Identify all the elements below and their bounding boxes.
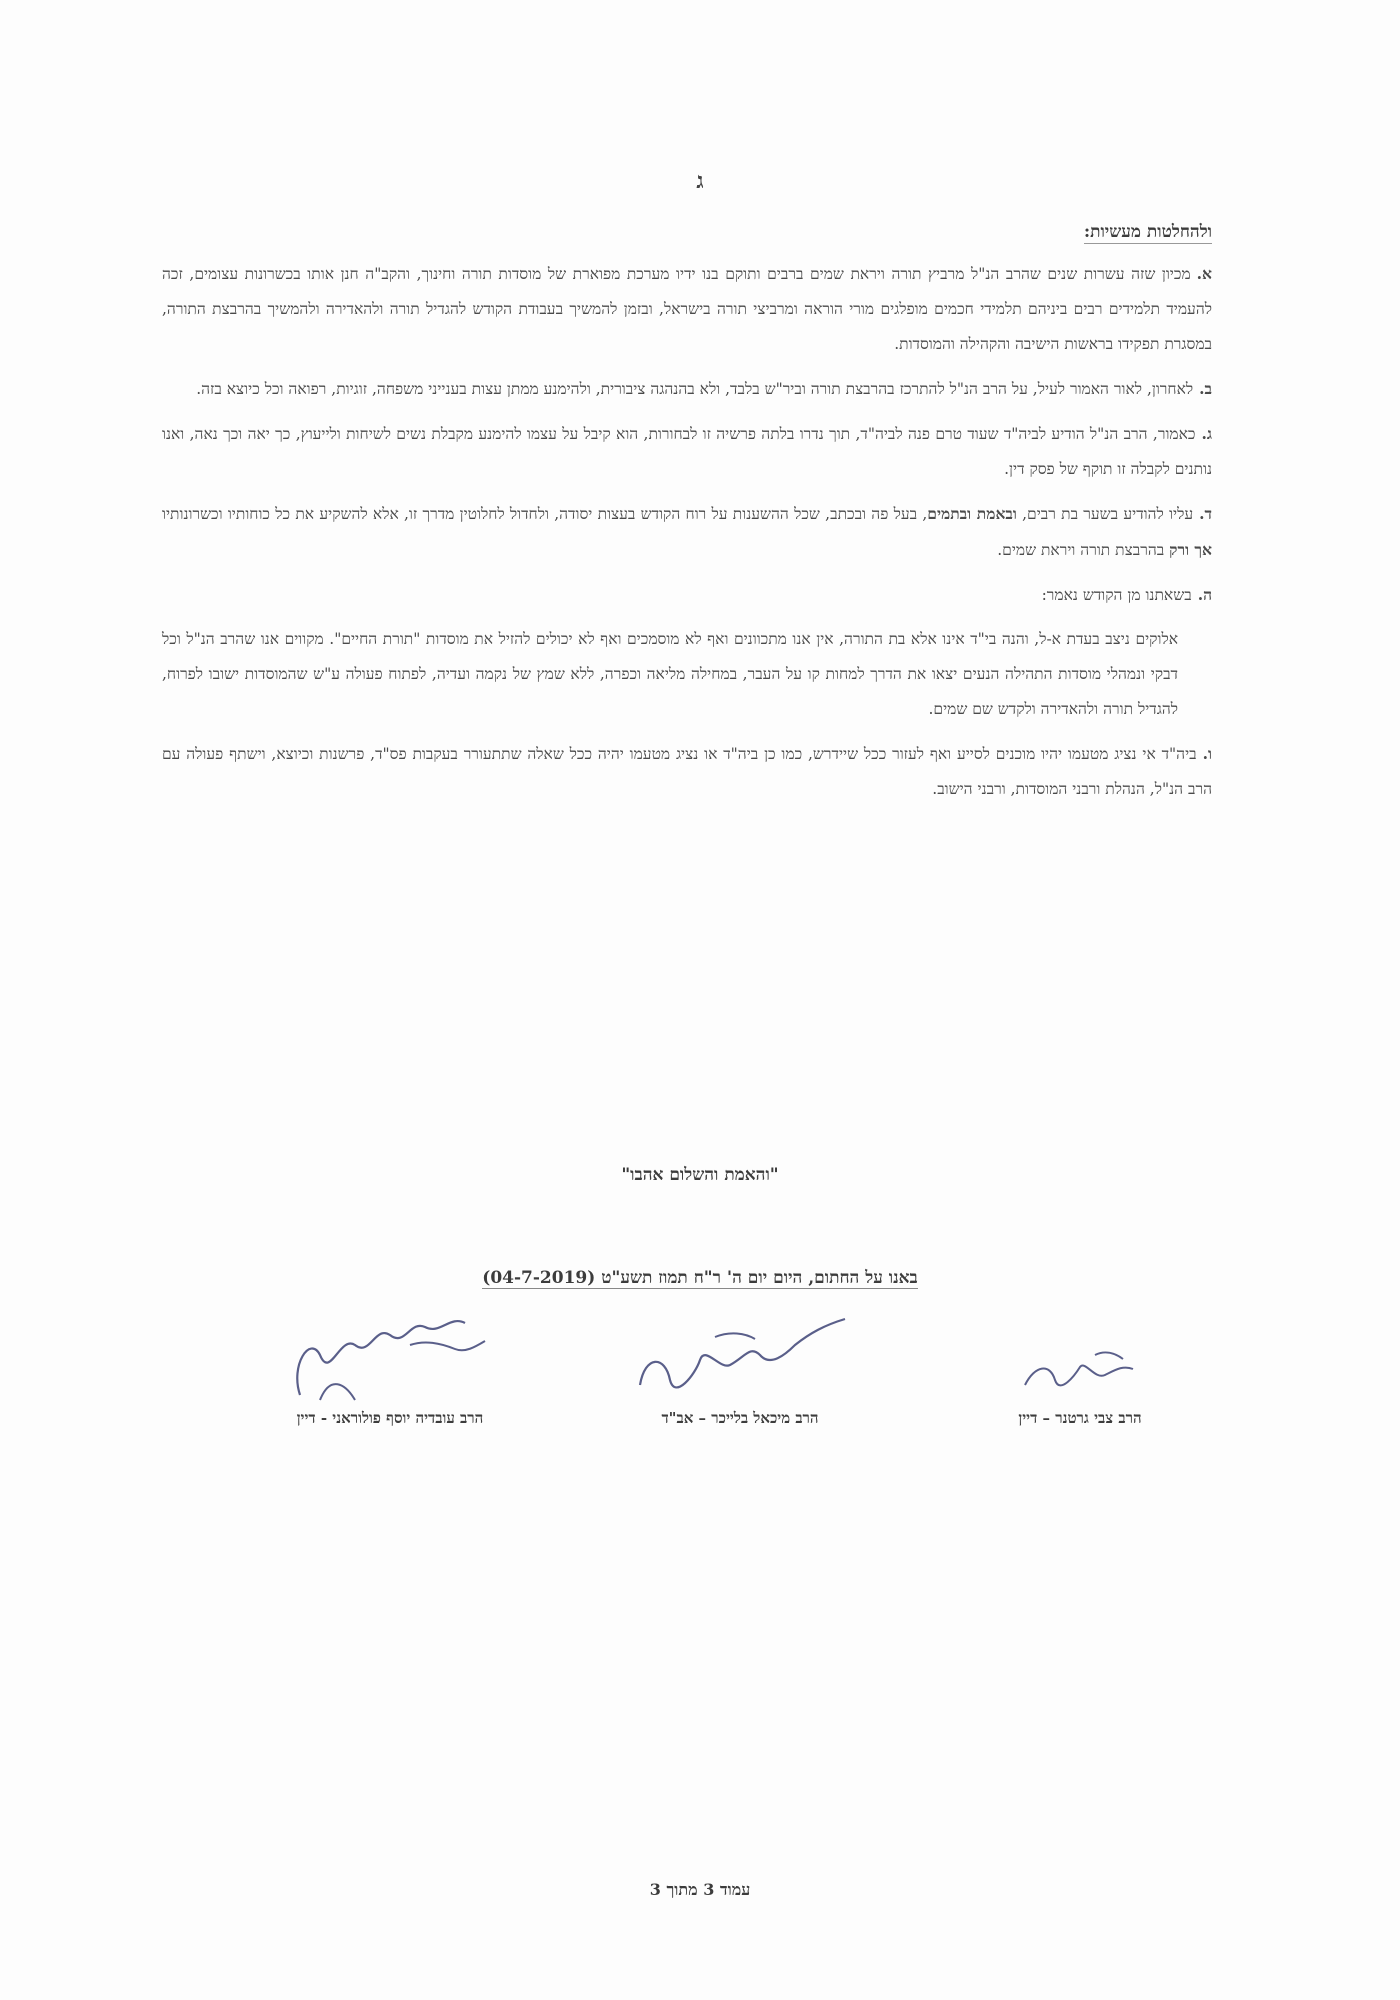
paragraph-c [162,416,1212,487]
paragraph-a [162,256,1212,362]
section-heading: ולהחלטות מעשיות: [1083,222,1212,242]
paragraph-text: בהרבצת תורה ויראת שמים. [997,541,1165,559]
paragraph-emphasis: ובאמת ובתמים [927,504,1017,523]
page-letter: ג [696,168,704,194]
quote-paragraph: אלוקים ניצב בעדת א-ל, והנה בי"ד אינו אלא בת התורה, אין אנו מתכוונים ואף לא מוסמכים ואף לא יכולים להזיל את מוסדות "תורת החיים". מקווים אנו שהרב הנ"ל וכל דבקי ונמהלי מוסדות התהילה הנעים יצאו את הדרך למחות קו על העבר, במחילה מליאה וכפרה, ללא שמץ של נקמה ועדיה, לפתוח פעולה ע"ש שהמוסדות ישובו לפרוח, להגדיל תורה ולהאדירה ולקדש שם שמים. [162,630,1178,718]
signer-bleicher [610,1315,870,1428]
paragraph-text: עליו להודיע בשער בת רבים, [1022,505,1194,523]
paragraph-d [162,496,1212,568]
paragraph-text: , בעל פה ובכתב, שכל ההשענות על רוח הקודש בעצות יסודה, ולחדול לחלוטין מדרך זו, אלא להשקיע את כל כוחותיו וכשרונותיו [162,505,928,523]
signer-name: הרב צבי גרטנר – דיין [1018,1409,1142,1427]
signer-name: הרב עובדיה יוסף פולוראני - דיין [296,1409,484,1427]
closing-quote: "והאמת והשלום אהבו" [621,1165,779,1185]
handwritten-signature-icon [620,1315,860,1405]
paragraph-letter: ג. [1201,424,1212,443]
signatures-block [240,1318,1200,1428]
paragraph-letter: ד. [1199,504,1212,523]
paragraph-text: כאמור, הרב הנ"ל הודיע לביה"ד שעוד טרם פנה לביה"ד, תוך נדרו בלתה פרשיה זו לבחורות, הוא קיבל על עצמו להימנע מקבלת נשים לשיחות ולייעוץ, כך יאה וכך נאה, ואנו נותנים לקבלה זו תוקף של פסק דין. [162,425,1212,478]
paragraph-letter: א. [1196,264,1212,283]
body-text [162,256,1212,816]
paragraph-letter: ה. [1197,585,1212,604]
paragraph-letter: ב. [1199,379,1212,398]
signer-gertner [960,1335,1200,1428]
paragraph-b [162,371,1212,407]
paragraph-text: מכיון שזה עשרות שנים שהרב הנ"ל מרביץ תורה ויראת שמים ברבים ותוקם בנו ידיו מערכת מפוארת של מוסדות תורה וחינוך, והקב"ה חנן אותו בכשרונות עצומים, זכה להעמיד תלמידים רבים ביניהם תלמידי חכמים מופלגים מורי הוראה ומרביצי תורה בישראל, ובזמן להמשיך בעבודת הקודש להגדיל תורה ולהאדירה ולהמשיך בהרבצת התורה, במסגרת תפקידו בראשות הישיבה והקהילה והמוסדות. [162,265,1212,353]
handwritten-signature-icon [1005,1335,1155,1405]
signing-date-text: באנו על החתום, היום יום ה' ר"ח תמוז תשע"ט (04-7-2019) [482,1268,918,1288]
paragraph-text: לאחרון, לאור האמור לעיל, על הרב הנ"ל להתרכז בהרבצת תורה וביר"ש בלבד, ולא בהנהגה ציבורית, ולהימנע ממתן עצות בענייני משפחה, זוגיות, רפואה וכל כיוצא בזה. [196,380,1194,398]
paragraph-e [162,577,1212,613]
paragraph-letter: ו. [1202,744,1212,763]
signer-name: הרב מיכאל בלייכר – אב"ד [661,1409,819,1427]
signer-poloran [240,1305,540,1428]
signing-date-line [0,1268,1400,1288]
paragraph-emphasis: אך ורק [1169,540,1212,559]
paragraph-f [162,736,1212,807]
page-number-footer: עמוד 3 מתוך 3 [649,1880,751,1899]
handwritten-signature-icon [260,1305,520,1405]
paragraph-text: ביה"ד אי נציג מטעמו יהיו מוכנים לסייע ואף לעזור ככל שיידרש, כמו כן ביה"ד או נציג מטעמו יהיה ככל שאלה שתתעורר בעקבות פס"ד, פרשנות וכיוצא, וישתף פעולה עם הרב הנ"ל, הנהלת ורבני המוסדות, ורבני הישוב. [162,745,1212,798]
paragraph-text: בשאתנו מן הקודש נאמר: [1041,586,1192,604]
